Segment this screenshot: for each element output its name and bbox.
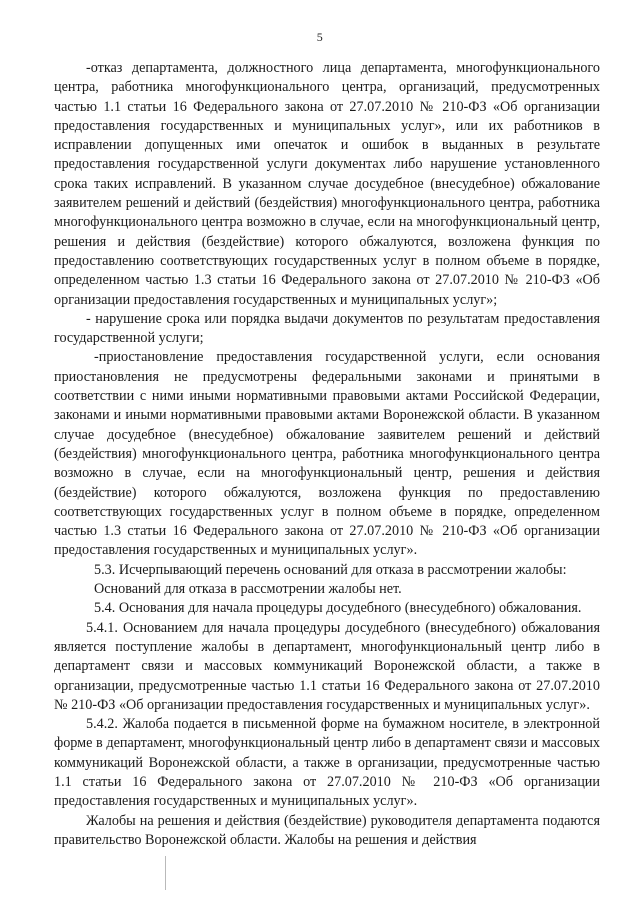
paragraph-no-grounds: Оснований для отказа в рассмотрении жалобы нет. bbox=[94, 581, 402, 598]
paragraph-5-4-2: 5.4.2. Жалоба подается в письменной форме на бумажном носителе, в электронной форме в департамент, многофункциональный центр либо в департамент связи и массовых коммуникаций Воронежской области, а также в организации, предусмотренные частью 1.1 статьи 16 Федерального закона от 27.07.2010 № 210-ФЗ «Об организации предоставления государственных и муниципальных услуг». bbox=[54, 716, 600, 810]
paragraph-refusal-to-correct: -отказ департамента, должностного лица департамента, многофункционального центра, работника многофункционального центра, организаций, предусмотренных частью 1.1 статьи 16 Федерального закона от 27.07.2010 № 210-ФЗ «Об организации предоставления государственных и муниципальных услуг», или их работников в исправлении допущенных ими опечаток и ошибок в выданных в результате предоставления государственной услуги документах либо нарушение установленного срока таких исправлений. В указанном случае досудебное (внесудебное) обжалование заявителем решений и действий (бездействия) многофункционального центра, работника многофункционального центра возможно в случае, если на многофункциональный центр, решения и действия (бездействие) которого обжалуются, возложена функция по предоставлению соответствующих государственных услуг в полном объеме в порядке, определенном частью 1.3 статьи 16 Федерального закона от 27.07.2010 № 210-ФЗ «Об организации предоставления государственных и муниципальных услуг»; bbox=[54, 60, 600, 308]
page-number: 5 bbox=[316, 30, 324, 44]
scan-margin-line bbox=[165, 856, 166, 890]
paragraph-complaints-head: Жалобы на решения и действия (бездействие) руководителя департамента подаются правительство Воронежской области. Жалобы на решения и действия bbox=[54, 812, 600, 848]
paragraph-5-4-heading: 5.4. Основания для начала процедуры досудебного (внесудебного) обжалования. bbox=[94, 600, 582, 617]
paragraph-5-4-1: 5.4.1. Основанием для начала процедуры досудебного (внесудебного) обжалования является поступление жалобы в департамент, многофункциональный центр либо в департамент связи и массовых коммуникаций Воронежской области, а также в организации, предусмотренные частью 1.1 статьи 16 Федерального закона от 27.07.2010 № 210-ФЗ «Об организации предоставления государственных и муниципальных услуг». bbox=[54, 619, 600, 713]
paragraph-suspension: -приостановление предоставления государственной услуги, если основания приостановления не предусмотрены федеральными законами и принятыми в соответствии с ними иными нормативными правовыми актами Российской Федерации, законами и иными нормативными правовыми актами Воронежской области. В указанном случае досудебное (внесудебное) обжалование заявителем решений и действий (бездействия) многофункционального центра, работника многофункционального центра возможно в случае, если на многофункциональный центр, решения и действия (бездействие) которого обжалуются, возложена функция по предоставлению соответствующих государственных услуг в полном объеме в порядке, определенном частью 1.3 статьи 16 Федерального закона от 27.07.2010 № 210-ФЗ «Об организации предоставления государственных и муниципальных услуг». bbox=[54, 349, 600, 559]
paragraph-deadline-violation: - нарушение срока или порядка выдачи документов по результатам предоставления государственной услуги; bbox=[54, 310, 600, 347]
paragraph-5-3-heading: 5.3. Исчерпывающий перечень оснований для отказа в рассмотрении жалобы: bbox=[94, 561, 567, 578]
document-body bbox=[54, 59, 600, 850]
